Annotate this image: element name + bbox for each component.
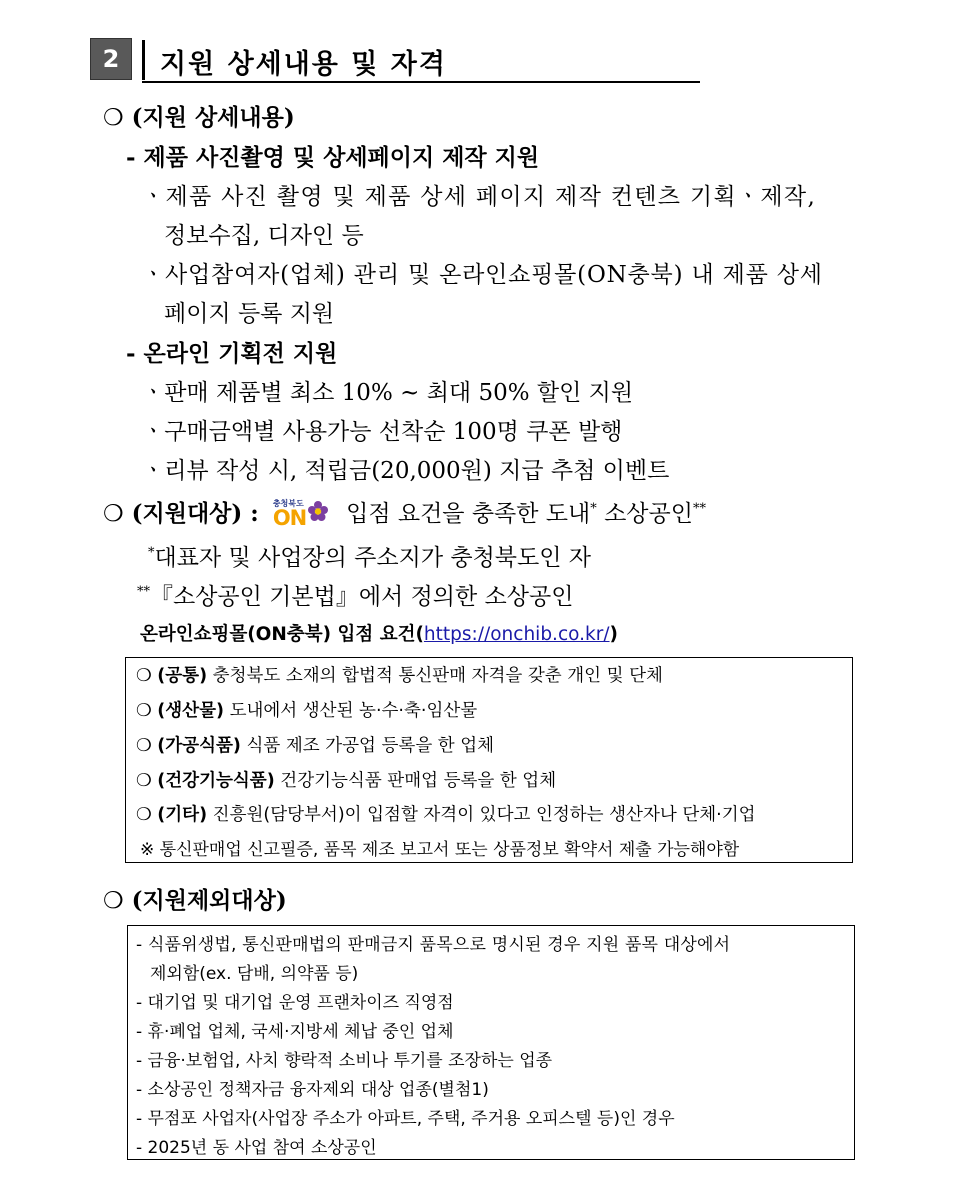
list-item: ❍ (건강기능식품) 건강기능식품 판매업 등록을 한 업체 <box>136 771 557 791</box>
on-chungbuk-logo: 충청북도 ON <box>273 498 331 532</box>
section-divider <box>142 40 145 80</box>
list-item: ㆍ구매금액별 사용가능 선착순 100명 쿠폰 발행 <box>142 419 623 445</box>
circle-bullet-icon: ❍ <box>136 771 152 791</box>
list-item: ❍ (기타) 진흥원(담당부서)이 입점할 자격이 있다고 인정하는 생산자나 단체·기업 <box>136 805 756 825</box>
list-item: ❍ (생산물) 도내에서 생산된 농·수·축·임산물 <box>136 701 478 721</box>
exclusion-box <box>127 925 855 1160</box>
eligibility-line: ❍ (지원대상) : 충청북도 ON 입점 요건을 충족한 도내* 소상공인** <box>103 499 706 530</box>
list-item: 페이지 등록 지원 <box>164 301 335 327</box>
list-item: - 소상공인 정책자금 융자제외 대상 업종(별첨1) <box>136 1080 489 1100</box>
list-item: - 대기업 및 대기업 운영 프랜차이즈 직영점 <box>136 993 454 1013</box>
eligibility-note-2: **『소상공인 기본법』에서 정의한 소상공인 <box>137 584 574 610</box>
circle-bullet-icon: ❍ <box>103 888 124 914</box>
circle-bullet-icon: ❍ <box>136 805 152 825</box>
list-item: ❍ (공통) 충청북도 소재의 합법적 통신판매 자격을 갖춘 개인 및 단체 <box>136 666 663 686</box>
list-item: 정보수집, 디자인 등 <box>164 223 364 249</box>
section-title: 지원 상세내용 및 자격 <box>160 49 447 80</box>
list-item: ㆍ리뷰 작성 시, 적립금(20,000원) 지급 추첨 이벤트 <box>142 458 670 484</box>
requirement-line: 온라인쇼핑몰(ON충북) 입점 요건(https://onchib.co.kr/) <box>140 624 619 645</box>
list-item: - 무점포 사업자(사업장 주소가 아파트, 주택, 주거용 오피스텔 등)인 경우 <box>136 1109 675 1129</box>
list-item: ㆍ제품 사진 촬영 및 제품 상세 페이지 제작 컨텐츠 기획ㆍ제작, <box>142 184 817 210</box>
section-underline <box>142 81 700 83</box>
list-item: ❍ (가공식품) 식품 제조 가공업 등록을 한 업체 <box>136 736 495 756</box>
list-item: ㆍ사업참여자(업체) 관리 및 온라인쇼핑몰(ON충북) 내 제품 상세 <box>142 262 823 288</box>
support-details-heading: ❍ (지원 상세내용) <box>103 104 295 131</box>
sub-heading-promotion: - 온라인 기획전 지원 <box>126 340 338 367</box>
circle-bullet-icon: ❍ <box>136 666 152 686</box>
list-item: - 금융·보험업, 사치 향락적 소비나 투기를 조장하는 업종 <box>136 1051 553 1071</box>
list-item: ㆍ판매 제품별 최소 10% ~ 최대 50% 할인 지원 <box>142 380 634 406</box>
list-item: 제외함(ex. 담배, 의약품 등) <box>150 964 359 984</box>
list-item: - 식품위생법, 통신판매법의 판매금지 품목으로 명시된 경우 지원 품목 대상에서 <box>136 935 731 955</box>
circle-bullet-icon: ❍ <box>103 501 124 527</box>
circle-bullet-icon: ❍ <box>103 105 124 131</box>
circle-bullet-icon: ❍ <box>136 701 152 721</box>
list-item: - 휴·폐업 업체, 국세·지방세 체납 중인 업체 <box>136 1022 454 1042</box>
list-item: - 2025년 동 사업 참여 소상공인 <box>136 1138 377 1158</box>
box-note: ※ 통신판매업 신고필증, 품목 제조 보고서 또는 상품정보 확약서 제출 가능해야함 <box>140 840 740 860</box>
requirement-box <box>125 657 853 863</box>
onchib-link[interactable]: https://onchib.co.kr/ <box>423 624 610 645</box>
section-number: 2 <box>90 38 132 80</box>
circle-bullet-icon: ❍ <box>136 736 152 756</box>
flower-logo-icon <box>307 500 329 522</box>
exclusion-heading: ❍ (지원제외대상) <box>103 887 287 914</box>
eligibility-note-1: *대표자 및 사업장의 주소지가 충청북도인 자 <box>148 545 591 571</box>
section-header <box>90 38 700 84</box>
eligibility-heading: ❍ (지원대상) : <box>103 500 259 527</box>
sub-heading-photo: - 제품 사진촬영 및 상세페이지 제작 지원 <box>126 144 540 171</box>
